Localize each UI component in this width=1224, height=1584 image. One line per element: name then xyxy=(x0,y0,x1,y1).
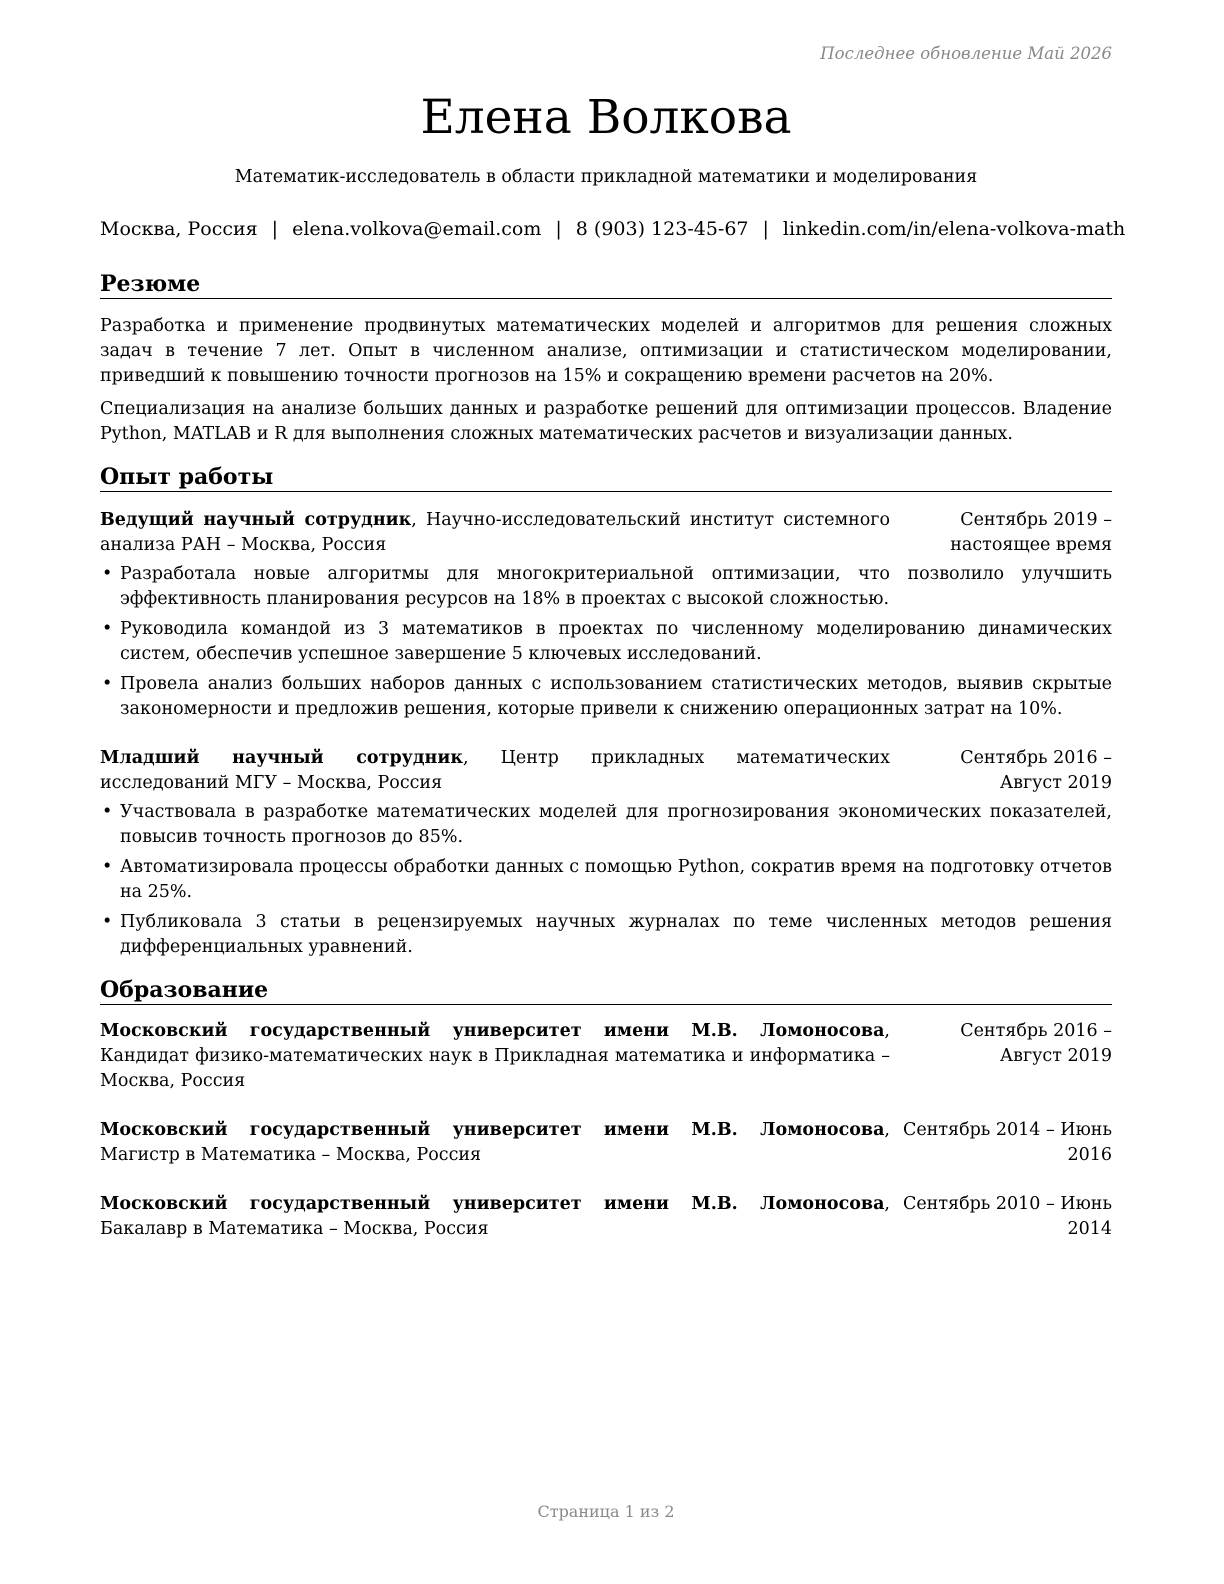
job-entry xyxy=(100,508,1112,727)
education-school: Московский государственный университет имени М.В. Ломоносова xyxy=(100,1021,885,1041)
contact-separator: | xyxy=(271,218,279,240)
education-heading: Образование xyxy=(100,976,1112,1005)
job-dates: Сентябрь 2019 – настоящее время xyxy=(950,510,1112,555)
job-title-line xyxy=(100,508,890,558)
job-position: Ведущий научный сотрудник xyxy=(100,510,412,530)
candidate-headline: Математик-исследователь в области прикладной математики и моделирования xyxy=(234,167,978,187)
education-dates: Сентябрь 2014 – Июнь 2016 xyxy=(902,1120,1112,1165)
achievement-item: • Руководила командой из 3 математиков в проектах по численному моделированию динамических систем, обеспечив успешное завершение 5 ключевых исследований. xyxy=(100,617,1112,667)
job-title-line xyxy=(100,746,890,796)
achievement-item: • Публиковала 3 статьи в рецензируемых научных журналах по теме численных методов решения дифференциальных уравнений. xyxy=(100,910,1112,960)
education-school: Московский государственный университет имени М.В. Ломоносова xyxy=(100,1120,885,1140)
contact-separator: | xyxy=(762,218,769,240)
summary-paragraph: Разработка и применение продвинутых математических моделей и алгоритмов для решения сложных задач в течение 7 лет. Опыт в численном анализе, оптимизации и статистическом моделировании, приведший к повышению точности прогнозов на 15% и сокращению времени расчетов на 20%. xyxy=(100,316,1112,386)
education-school: Московский государственный университет имени М.В. Ломоносова xyxy=(100,1194,885,1214)
job-header xyxy=(100,746,1112,796)
summary-section xyxy=(100,270,1112,447)
contact-linkedin[interactable]: linkedin.com/in/elena-volkova-math xyxy=(782,218,1126,240)
job-header xyxy=(100,508,1112,558)
contact-separator: | xyxy=(555,218,562,240)
education-title-line xyxy=(100,1118,890,1168)
achievement-item: • Разработала новые алгоритмы для многокритериальной оптимизации, что позволило улучшить эффективность планирования ресурсов на 18% в проектах с высокой сложностью. xyxy=(100,562,1112,612)
education-header xyxy=(100,1192,1112,1242)
contact-email[interactable]: elena.volkova@email.com xyxy=(292,218,542,240)
job-organization: , Научно-исследовательский институт системного анализа РАН – Москва, Россия xyxy=(100,510,890,555)
education-section xyxy=(100,976,1112,1005)
contact-line xyxy=(100,218,1126,240)
job-entry xyxy=(100,746,1112,965)
job-achievements xyxy=(100,562,1112,722)
education-degree: , Кандидат физико-математических наук в Прикладная математика и информатика – Москва, Россия xyxy=(100,1021,890,1091)
education-entry xyxy=(100,1019,1112,1094)
education-title-line xyxy=(100,1192,890,1242)
education-degree: , Магистр в Математика – Москва, Россия xyxy=(100,1120,890,1165)
achievement-item: • Автоматизировала процессы обработки данных с помощью Python, сократив время на подготовку отчетов на 25%. xyxy=(100,855,1112,905)
education-header xyxy=(100,1019,1112,1094)
job-dates: Сентябрь 2016 – Август 2019 xyxy=(960,748,1112,793)
job-position: Младший научный сотрудник xyxy=(100,748,463,768)
education-entry xyxy=(100,1192,1112,1242)
education-dates: Сентябрь 2010 – Июнь 2014 xyxy=(902,1194,1112,1239)
job-achievements xyxy=(100,800,1112,960)
achievement-item: • Провела анализ больших наборов данных с использованием статистических методов, выявив скрытые закономерности и предложив решения, которые привели к снижению операционных затрат на 10%. xyxy=(100,672,1112,722)
education-entry xyxy=(100,1118,1112,1168)
summary-paragraph: Специализация на анализе больших данных и разработке решений для оптимизации процессов. Владение Python, MATLAB и R для выполнения сложных математических расчетов и визуализации данных. xyxy=(100,399,1112,444)
achievement-item: • Участвовала в разработке математических моделей для прогнозирования экономических показателей, повысив точность прогнозов до 85%. xyxy=(100,800,1112,850)
experience-heading: Опыт работы xyxy=(100,463,1112,492)
education-degree: , Бакалавр в Математика – Москва, Россия xyxy=(100,1194,890,1239)
page-number: Страница 1 из 2 xyxy=(537,1502,675,1521)
education-title-line xyxy=(100,1019,890,1094)
candidate-name: Елена Волкова xyxy=(420,90,792,145)
education-dates: Сентябрь 2016 – Август 2019 xyxy=(960,1021,1112,1066)
summary-heading: Резюме xyxy=(100,270,1112,299)
resume-page xyxy=(100,0,1126,1584)
job-organization: , Центр прикладных математических исследований МГУ – Москва, Россия xyxy=(100,748,891,793)
contact-location: Москва, Россия xyxy=(100,218,258,240)
education-header xyxy=(100,1118,1112,1168)
experience-section xyxy=(100,463,1112,492)
last-updated: Последнее обновление Май 2026 xyxy=(820,44,1112,63)
contact-phone: 8 (903) 123-45-67 xyxy=(575,218,749,240)
